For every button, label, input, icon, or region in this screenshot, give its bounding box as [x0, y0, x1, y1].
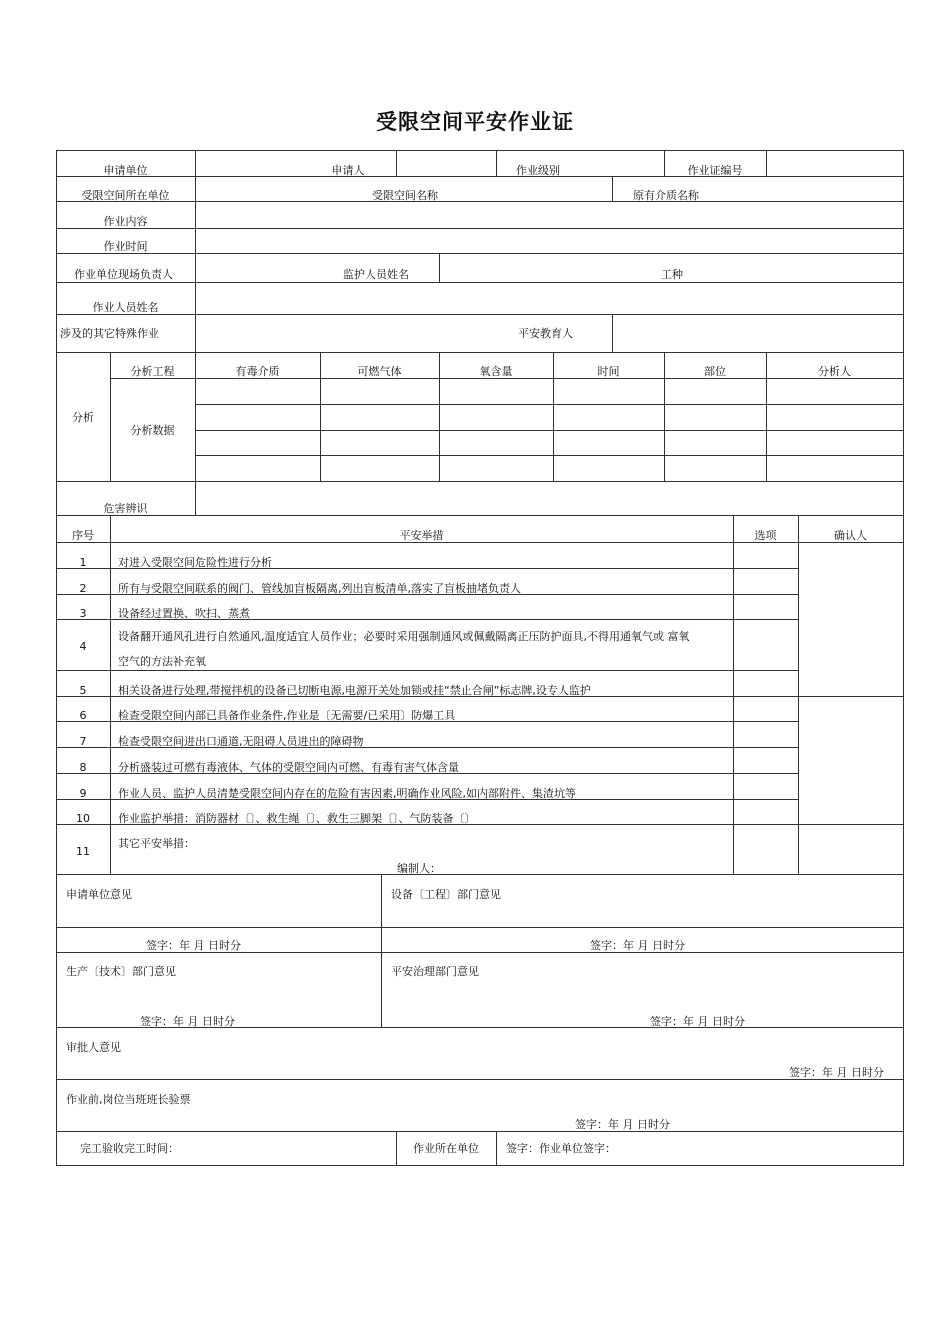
apply-unit-label: 申请单位 — [103, 164, 148, 177]
original-medium-label: 原有介质名称 — [633, 189, 699, 202]
measure-text: 分析盛装过可燃有毒液体、气体的受限空间内可燃、有毒有害气体含量 — [118, 761, 459, 774]
measure-text: 设备翻开通风孔进行自然通风,温度适宜人员作业；必要时采用强制通风或佩戴隔离正压防护面具,不得用通氧气或 富氧 — [118, 630, 690, 643]
work-unit-sign-label: 签字：作业单位签字： — [506, 1142, 616, 1155]
space-name-label: 受限空间名称 — [372, 189, 438, 202]
sign-date: 签字：年 月 日时分 — [146, 939, 241, 952]
analysis-data-label: 分析数据 — [130, 424, 175, 437]
space-unit-label: 受限空间所在单位 — [81, 189, 170, 202]
measure-no: 3 — [79, 607, 87, 620]
measure-no: 9 — [79, 787, 87, 800]
analysis-col-analyst: 分析人 — [818, 365, 851, 378]
measure-text: 作业监护举措：消防器材〔〕、救生绳〔〕、救生三脚架〔〕、气防装备〔〕 — [118, 812, 476, 825]
measure-text: 设备经过置换、吹扫、蒸煮 — [118, 607, 250, 620]
guardian-name-label: 监护人员姓名 — [343, 268, 409, 281]
measures-col-confirm: 确认人 — [834, 529, 867, 542]
work-content-label: 作业内容 — [103, 215, 148, 228]
approver-opinion: 审批人意见 — [66, 1041, 121, 1054]
shift-leader-check: 作业前,岗位当班班长验票 — [66, 1093, 191, 1106]
site-leader-label: 作业单位现场负责人 — [74, 268, 173, 281]
apply-unit-opinion: 申请单位意见 — [66, 888, 132, 901]
permit-no-label: 作业证编号 — [687, 164, 743, 177]
job-type-label: 工种 — [661, 268, 683, 281]
analysis-col-time: 时间 — [597, 365, 620, 378]
compiler-label: 编制人： — [397, 862, 441, 875]
analysis-col-oxygen: 氧含量 — [479, 365, 513, 378]
work-unit-label: 作业所在单位 — [413, 1142, 479, 1155]
completion-time-label: 完工验收完工时间： — [80, 1142, 179, 1155]
sign-date: 签字：年 月 日时分 — [575, 1118, 670, 1131]
analysis-col-location: 部位 — [704, 365, 726, 378]
measure-text: 检查受限空间进出口通道,无阻碍人员进出的障碍物 — [118, 735, 364, 748]
measure-text: 作业人员、监护人员清楚受限空间内存在的危险有害因素,明确作业风险,如内部附件、集渣坑等 — [118, 787, 576, 800]
measures-col-option: 选项 — [754, 529, 777, 542]
work-time-label: 作业时间 — [103, 240, 148, 253]
page-title: 受限空间平安作业证 — [376, 110, 574, 134]
equipment-dept-opinion: 设备〔工程〕部门意见 — [391, 888, 501, 901]
measure-no: 8 — [79, 761, 87, 774]
sign-date: 签字：年 月 日时分 — [650, 1015, 745, 1028]
worker-names-label: 作业人员姓名 — [92, 301, 159, 314]
measures-col-no: 序号 — [72, 529, 94, 542]
measure-no: 6 — [79, 709, 87, 722]
production-dept-opinion: 生产〔技术〕部门意见 — [66, 965, 176, 978]
measure-text: 相关设备进行处理,带搅拌机的设备已切断电源,电源开关处加锁或挂“禁止合闸”标志牌,设专人监护 — [118, 684, 591, 697]
safety-educator-label: 平安教育人 — [518, 327, 573, 340]
measure-no: 5 — [79, 684, 87, 697]
measure-no: 1 — [79, 556, 87, 569]
work-level-label: 作业级别 — [516, 164, 560, 177]
analysis-col-flammable: 可燃气体 — [357, 365, 402, 378]
measure-text: 对进入受限空间危险性进行分析 — [118, 556, 272, 569]
measure-text: 所有与受限空间联系的阀门、管线加盲板隔离,列出盲板清单,落实了盲板抽堵负责人 — [118, 582, 521, 595]
measure-text: 检查受限空间内部已具备作业条件,作业是〔无需要/已采用〕防爆工具 — [118, 709, 456, 722]
sign-date: 签字：年 月 日时分 — [590, 939, 685, 952]
analysis-item-label: 分析工程 — [130, 365, 175, 378]
applicant-label: 申请人 — [331, 164, 365, 177]
measure-text-cont: 空气的方法补充氧 — [118, 655, 206, 668]
sign-date: 签字：年 月 日时分 — [789, 1066, 884, 1079]
measures-col-measure: 平安举措 — [399, 529, 444, 542]
measure-no: 10 — [76, 812, 90, 825]
sign-date: 签字：年 月 日时分 — [140, 1015, 235, 1028]
special-work-label: 涉及的其它特殊作业 — [60, 327, 159, 340]
measure-no: 4 — [79, 640, 87, 653]
measure-no: 7 — [79, 735, 87, 748]
safety-dept-opinion: 平安治理部门意见 — [391, 965, 479, 978]
analysis-col-toxic: 有毒介质 — [235, 365, 280, 378]
hazard-label: 危害辨识 — [103, 502, 148, 515]
measure-text: 其它平安举措： — [118, 837, 195, 850]
analysis-label: 分析 — [72, 411, 94, 424]
measure-no: 2 — [79, 582, 87, 595]
measure-no: 11 — [76, 845, 90, 858]
